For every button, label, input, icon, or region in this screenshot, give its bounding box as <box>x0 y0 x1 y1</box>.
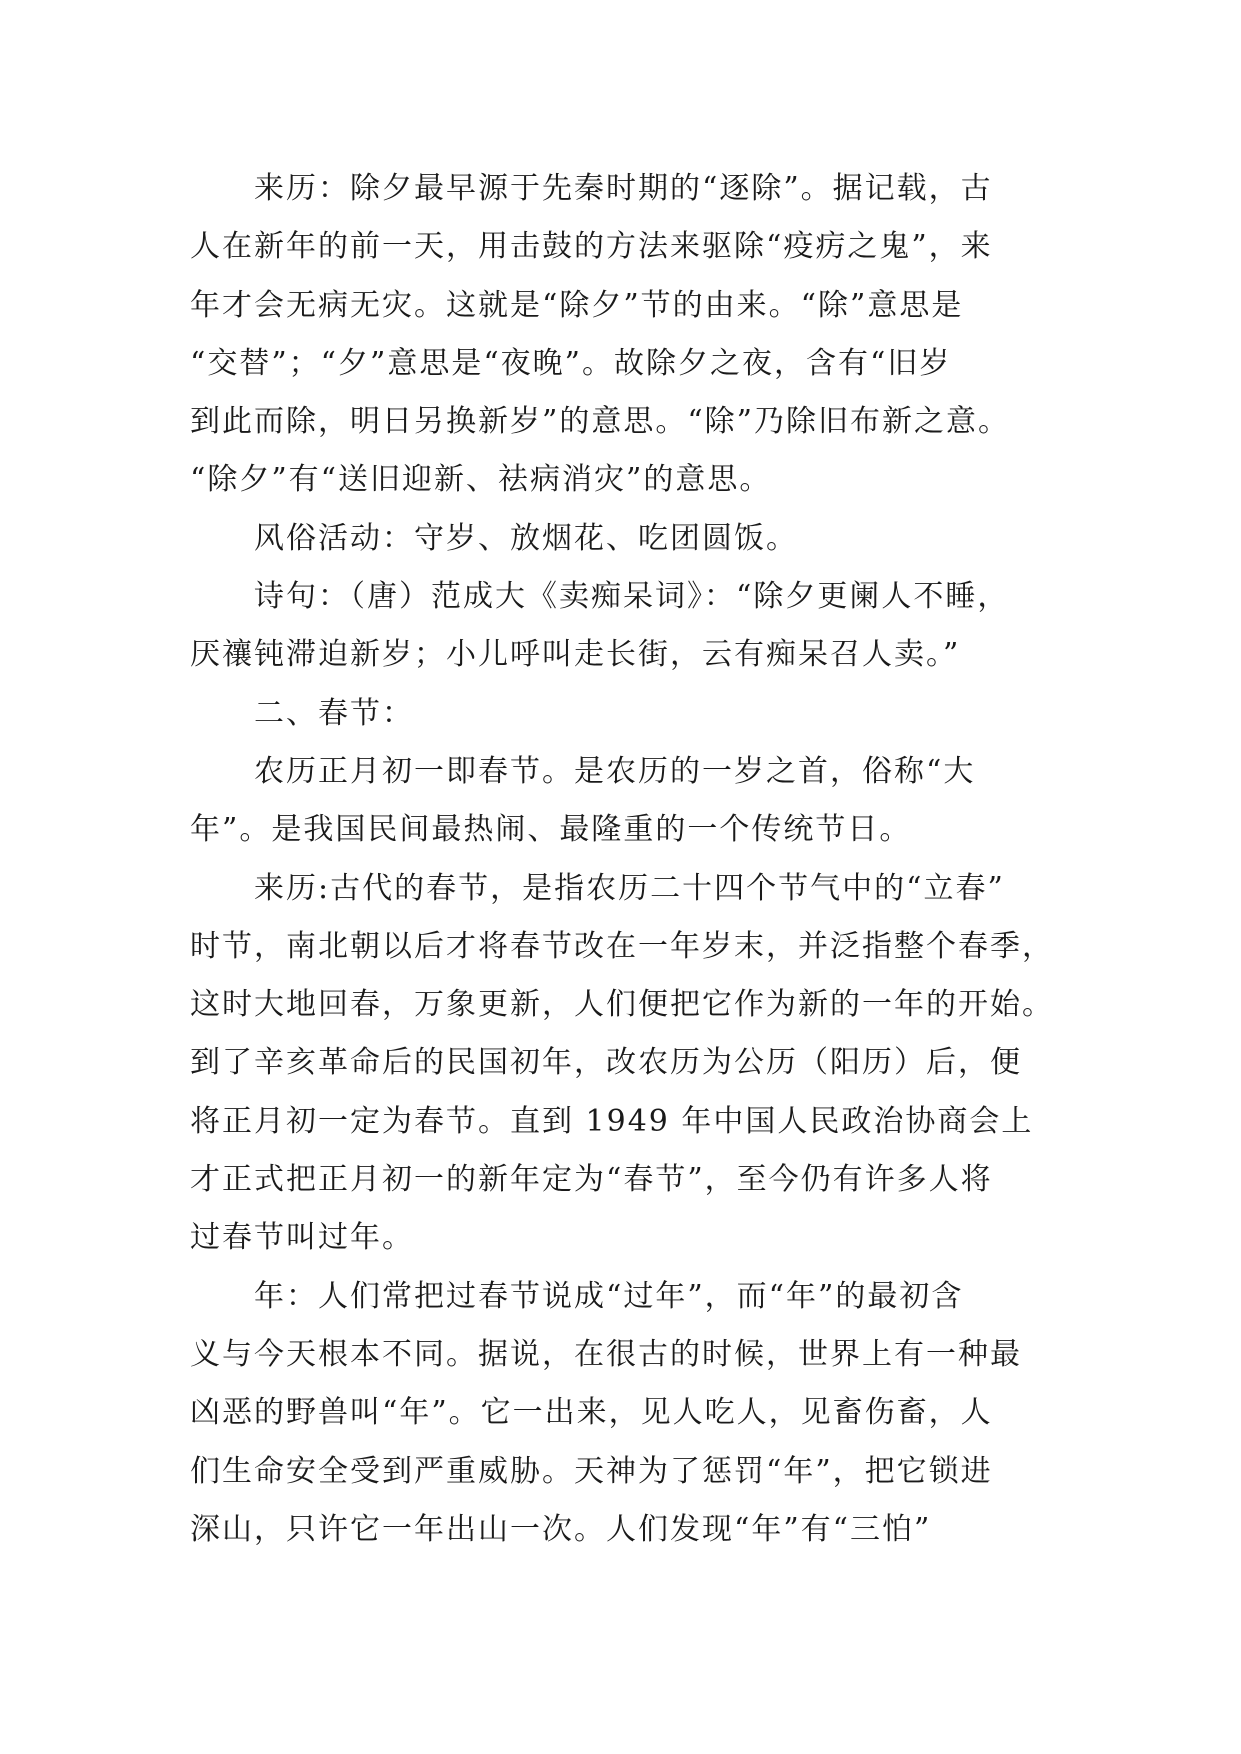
paragraph-line: 农历正月初一即春节。是农历的一岁之首，俗称“大 <box>254 753 976 789</box>
paragraph-line: 凶恶的野兽叫“年”。它一出来，见人吃人，见畜伤畜，人 <box>190 1395 993 1431</box>
paragraph-line: 到此而除，明日另换新岁”的意思。“除”乃除旧布新之意。 <box>190 404 1011 440</box>
paragraph-line: 人在新年的前一天，用击鼓的方法来驱除“疫疠之鬼”，来 <box>190 229 993 265</box>
paragraph-line: 才正式把正月初一的新年定为“春节”，至今仍有许多人将 <box>190 1162 993 1198</box>
paragraph-line: 深山，只许它一年出山一次。人们发现“年”有“三怕” <box>190 1511 932 1547</box>
paragraph-line: 过春节叫过年。 <box>190 1220 414 1256</box>
paragraph-line: 来历:古代的春节，是指农历二十四个节气中的“立春” <box>254 870 1005 906</box>
paragraph-line: 厌禳钝滞迫新岁；小儿呼叫走长街，云有痴呆召人卖。” <box>190 637 961 673</box>
paragraph-line: 年”。是我国民间最热闹、最隆重的一个传统节日。 <box>190 812 912 848</box>
paragraph-line: “交替”；“夕”意思是“夜晚”。故除夕之夜，含有“旧岁 <box>190 345 952 381</box>
paragraph-line: 义与今天根本不同。据说，在很古的时候，世界上有一种最 <box>190 1336 1022 1372</box>
paragraph-line: “除夕”有“送旧迎新、祛病消灾”的意思。 <box>190 462 772 498</box>
paragraph-line: 来历：除夕最早源于先秦时期的“逐除”。据记载，古 <box>254 171 993 206</box>
paragraph-line: 到了辛亥革命后的民国初年，改农历为公历（阳历）后，便 <box>190 1045 1022 1081</box>
paragraph-line: 年：人们常把过春节说成“过年”，而“年”的最初含 <box>254 1278 964 1314</box>
paragraph-line: 时节，南北朝以后才将春节改在一年岁末，并泛指整个春季， <box>190 928 1054 964</box>
paragraph-line: 这时大地回春，万象更新，人们便把它作为新的一年的开始。 <box>190 987 1054 1023</box>
paragraph-line: 风俗活动：守岁、放烟花、吃团圆饭。 <box>254 520 798 556</box>
paragraph-line: 年才会无病无灾。这就是“除夕”节的由来。“除”意思是 <box>190 287 964 323</box>
paragraph-line: 们生命安全受到严重威胁。天神为了惩罚“年”，把它锁进 <box>190 1453 993 1489</box>
paragraph-line: 将正月初一定为春节。直到 1949 年中国人民政治协商会上 <box>190 1103 1034 1139</box>
paragraph-line: 诗句：（唐）范成大《卖痴呆词》：“除夕更阑人不睡， <box>254 579 1010 615</box>
body-text <box>190 160 1090 1559</box>
section-heading: 二、春节： <box>254 695 414 731</box>
